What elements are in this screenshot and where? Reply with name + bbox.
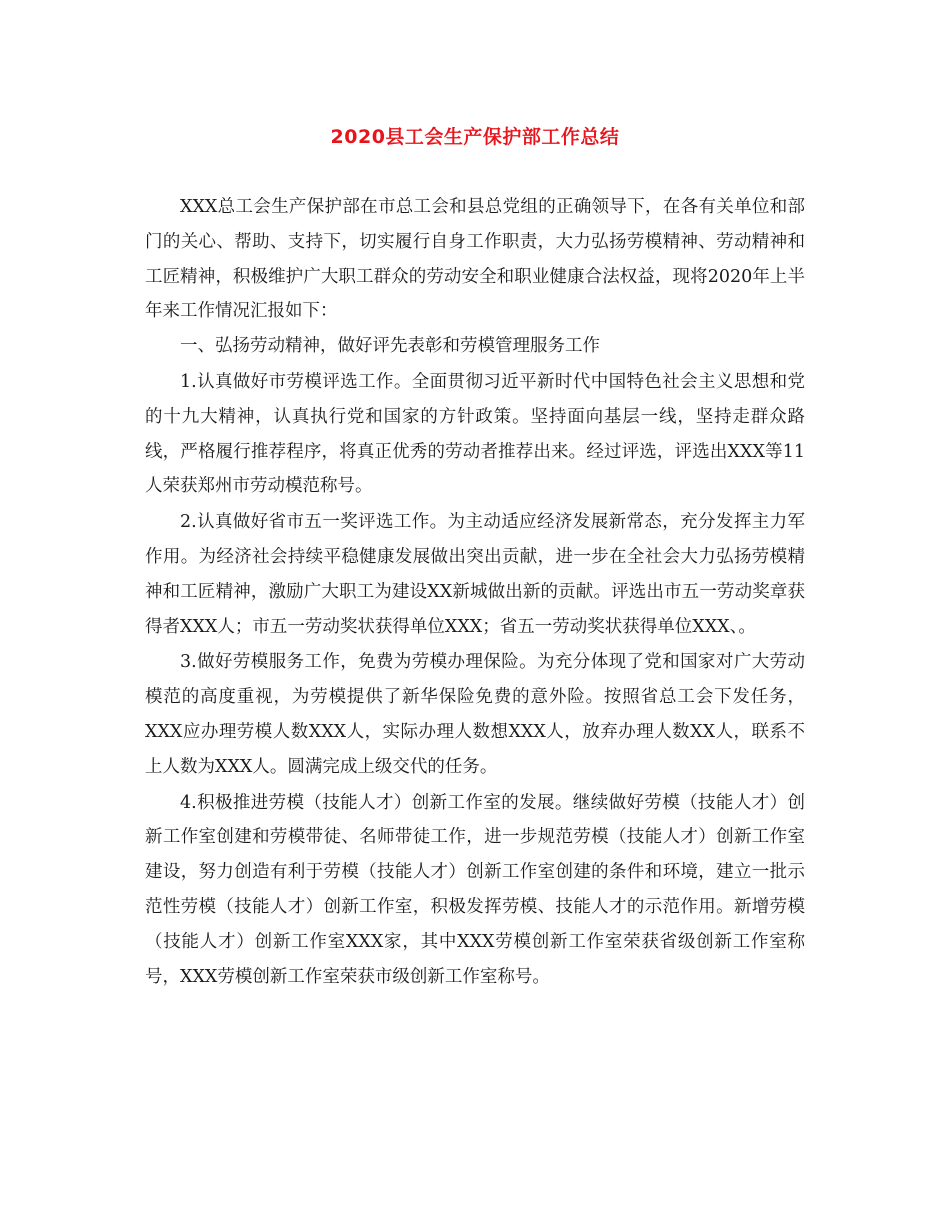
document-title: 2020县工会生产保护部工作总结	[330, 126, 620, 148]
document-body	[145, 190, 805, 994]
paragraph-item-2: 2.认真做好省市五一奖评选工作。为主动适应经济发展新常态，充分发挥主力军作用。为经济社会持续平稳健康发展做出突出贡献，进一步在全社会大力弘扬劳模精神和工匠精神，激励广大职工为建设XX新城做出新的贡献。评选出市五一劳动奖章获得者XXX人；市五一劳动奖状获得单位XXX；省五一劳动奖状获得单位XXX、。	[145, 512, 805, 637]
paragraph-intro: XXX总工会生产保护部在市总工会和县总党组的正确领导下，在各有关单位和部门的关心、帮助、支持下，切实履行自身工作职责，大力弘扬劳模精神、劳动精神和工匠精神，积极维护广大职工群众的劳动安全和职业健康合法权益，现将2020年上半年来工作情况汇报如下：	[145, 197, 805, 322]
paragraph-item-3: 3.做好劳模服务工作，免费为劳模办理保险。为充分体现了党和国家对广大劳动模范的高度重视，为劳模提供了新华保险免费的意外险。按照省总工会下发任务，XXX应办理劳模人数XXX人，实际办理人数想XXX人，放弃办理人数XX人，联系不上人数为XXX人。圆满完成上级交代的任务。	[145, 652, 805, 777]
section-heading-1: 一、弘扬劳动精神，做好评先表彰和劳模管理服务工作	[180, 336, 600, 357]
paragraph-item-4: 4.积极推进劳模（技能人才）创新工作室的发展。继续做好劳模（技能人才）创新工作室创建和劳模带徒、名师带徒工作，进一步规范劳模（技能人才）创新工作室建设，努力创造有利于劳模（技能人才）创新工作室创建的条件和环境，建立一批示范性劳模（技能人才）创新工作室，积极发挥劳模、技能人才的示范作用。新增劳模（技能人才）创新工作室XXX家，其中XXX劳模创新工作室荣获省级创新工作室称号，XXX劳模创新工作室荣获市级创新工作室称号。	[145, 792, 805, 987]
paragraph-item-1: 1.认真做好市劳模评选工作。全面贯彻习近平新时代中国特色社会主义思想和党的十九大精神，认真执行党和国家的方针政策。坚持面向基层一线，坚持走群众路线，严格履行推荐程序，将真正优秀的劳动者推荐出来。经过评选，评选出XXX等11人荣获郑州市劳动模范称号。	[145, 371, 805, 497]
